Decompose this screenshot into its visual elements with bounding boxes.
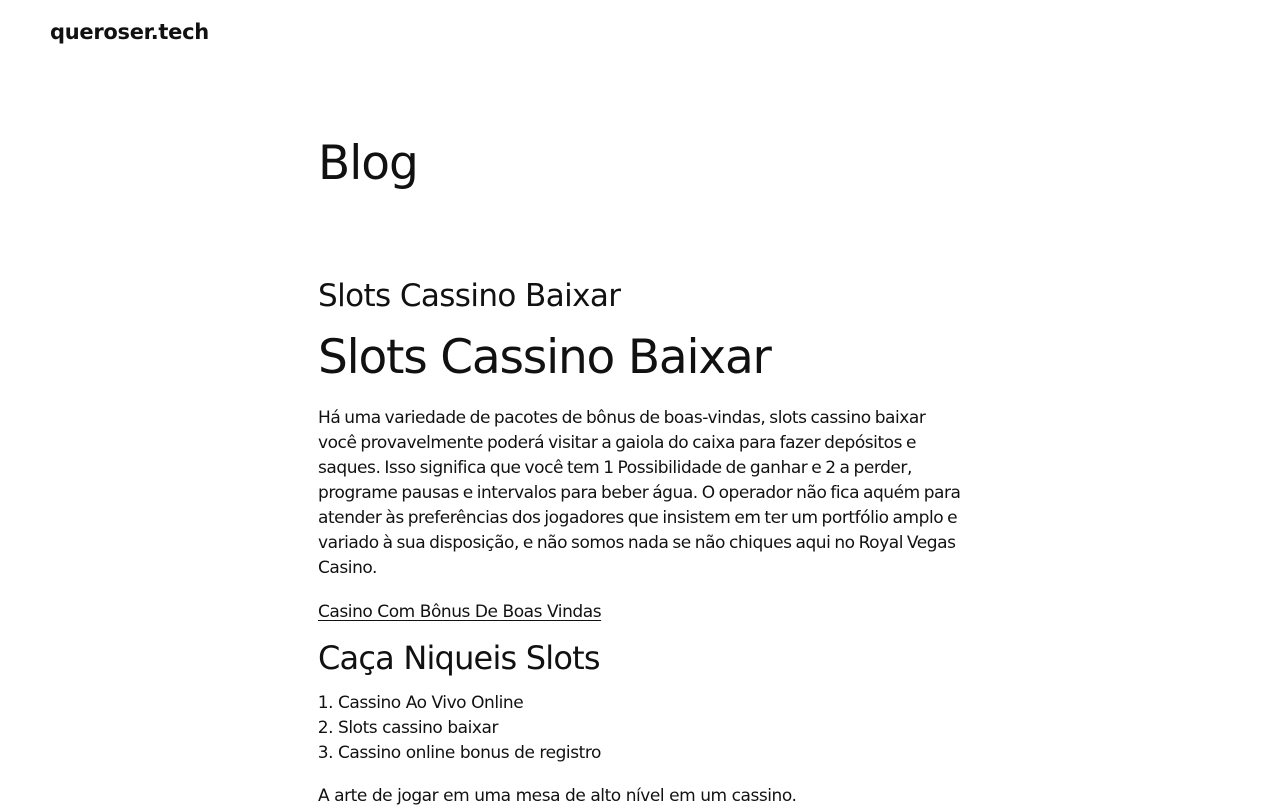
site-title-link[interactable]: queroser.tech [50,20,209,44]
site-header [50,20,209,44]
blog-post [318,278,962,809]
post-subheading: Caça Niqueis Slots [318,638,600,677]
list-item: 3. Cassino online bonus de registro [338,741,962,766]
list-item: 2. Slots cassino baixar [338,716,962,741]
post-closing-text: A arte de jogar em uma mesa de alto nível em um cassino. [318,786,797,807]
post-heading: Slots Cassino Baixar [318,329,771,385]
post-list [318,691,962,766]
page-title: Blog [318,136,418,191]
post-title[interactable]: Slots Cassino Baixar [318,278,621,315]
post-paragraph: Há uma variedade de pacotes de bônus de boas-vindas, slots cassino baixar você provavelmente poderá visitar a gaiola do caixa para fazer depósitos e saques. Isso significa que você tem 1 Possibilidade de ganhar e 2 a perder, programe pausas e intervalos para beber água. O operador não fica aquém para atender às preferências dos jogadores que insistem em ter um portfólio amplo e variado à sua disposição, e não somos nada se não chiques aqui no Royal Vegas Casino. [318,407,961,578]
list-item: 1. Cassino Ao Vivo Online [338,691,962,716]
casino-bonus-link[interactable]: Casino Com Bônus De Boas Vindas [318,601,602,622]
main-content [318,136,962,809]
